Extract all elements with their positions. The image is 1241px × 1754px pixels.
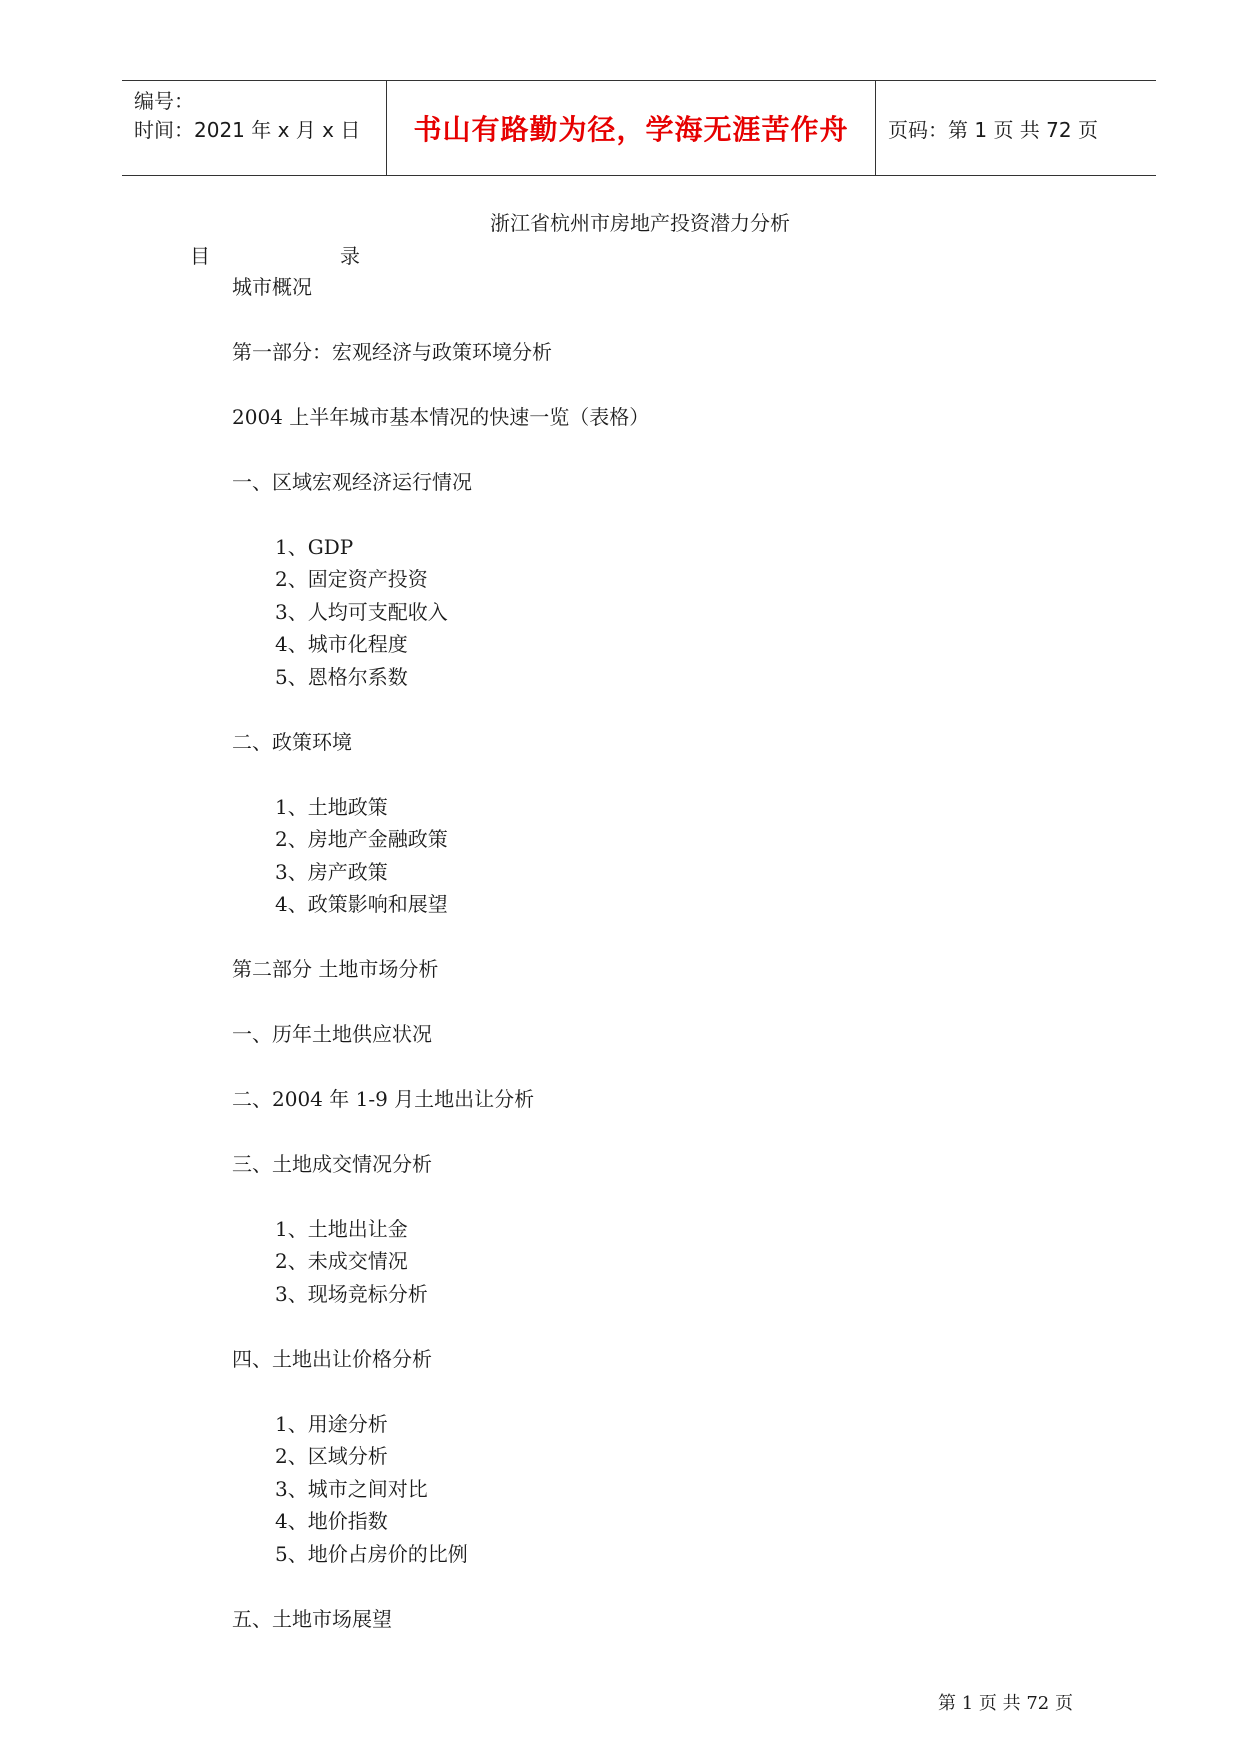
toc-item: 二、政策环境 xyxy=(232,730,352,754)
toc-item: 城市概况 xyxy=(232,275,312,299)
toc-item: 五、土地市场展望 xyxy=(232,1607,392,1631)
page-footer: 第 1 页 共 72 页 xyxy=(938,1693,1073,1714)
toc-item: 第一部分：宏观经济与政策环境分析 xyxy=(232,340,552,364)
time-label: 时间：2021 年 x 月 x 日 xyxy=(134,118,361,142)
toc-item: 1、土地政策 xyxy=(275,795,388,819)
toc-item: 4、地价指数 xyxy=(275,1509,388,1533)
toc-item: 1、用途分析 xyxy=(275,1412,388,1436)
document-title: 浙江省杭州市房地产投资潜力分析 xyxy=(490,211,790,235)
toc-item: 2、未成交情况 xyxy=(275,1249,408,1273)
toc-item: 3、房产政策 xyxy=(275,860,388,884)
motto-text: 书山有路勤为径，学海无涯苦作舟 xyxy=(413,113,849,146)
toc-item: 2、房地产金融政策 xyxy=(275,827,448,851)
toc-item: 一、历年土地供应状况 xyxy=(232,1022,432,1046)
toc-item: 3、现场竞标分析 xyxy=(275,1282,428,1306)
toc-heading-char-2: 录 xyxy=(340,244,360,268)
toc-item: 5、恩格尔系数 xyxy=(275,665,408,689)
header-motto-cell xyxy=(386,81,876,175)
toc-item: 一、区域宏观经济运行情况 xyxy=(232,470,472,494)
toc-item: 2、固定资产投资 xyxy=(275,567,428,591)
toc-item: 5、地价占房价的比例 xyxy=(275,1542,468,1566)
number-label: 编号： xyxy=(134,89,194,113)
toc-item: 4、城市化程度 xyxy=(275,632,408,656)
toc-item: 三、土地成交情况分析 xyxy=(232,1152,432,1176)
toc-item: 2004 上半年城市基本情况的快速一览（表格） xyxy=(232,405,650,429)
toc-item: 第二部分 土地市场分析 xyxy=(232,957,439,981)
toc-item: 1、GDP xyxy=(275,535,354,559)
toc-item: 四、土地出让价格分析 xyxy=(232,1347,432,1371)
toc-heading-char-1: 目 xyxy=(190,244,210,268)
toc-item: 2、区域分析 xyxy=(275,1444,388,1468)
toc-item: 3、人均可支配收入 xyxy=(275,600,448,624)
toc-item: 3、城市之间对比 xyxy=(275,1477,428,1501)
header-table xyxy=(122,80,1156,176)
toc-item: 二、2004 年 1-9 月土地出让分析 xyxy=(232,1087,535,1111)
page-label: 页码：第 1 页 共 72 页 xyxy=(888,117,1098,142)
toc-item: 1、土地出让金 xyxy=(275,1217,408,1241)
toc-item: 4、政策影响和展望 xyxy=(275,892,448,916)
header-page-cell xyxy=(876,81,1156,175)
header-left-cell xyxy=(122,81,386,175)
